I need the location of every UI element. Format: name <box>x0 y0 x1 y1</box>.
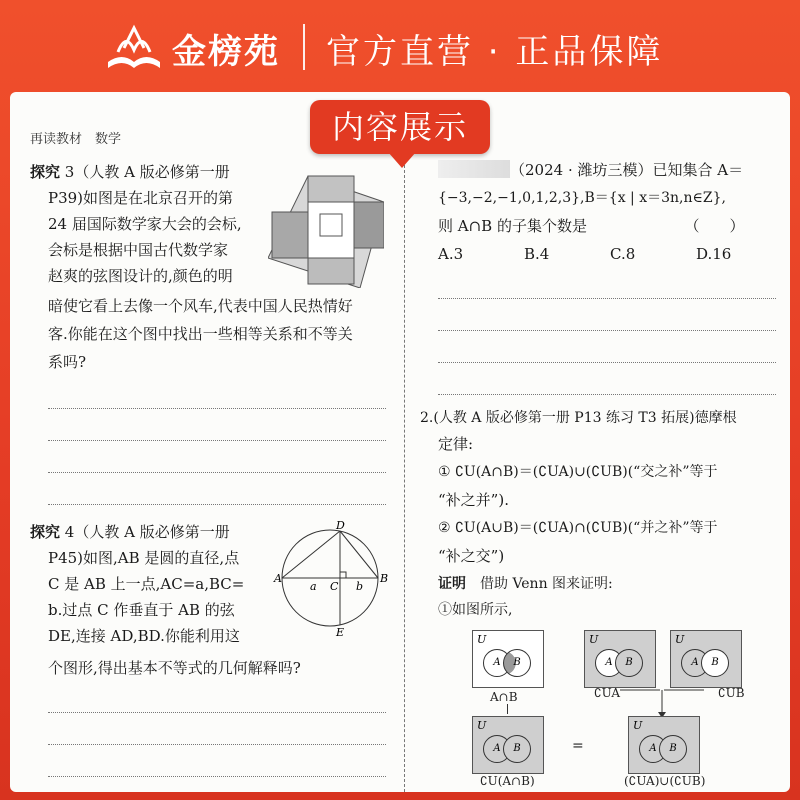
tag-pointer <box>388 152 416 168</box>
label-b-point: B <box>380 572 388 585</box>
label-e-point: E <box>336 626 345 638</box>
obscured-label <box>438 160 510 178</box>
column-separator <box>404 160 405 792</box>
answer-line <box>48 712 386 713</box>
venn-complement-b: U A B <box>670 630 742 688</box>
q3-line-5: 暗使它看上去像一个风车,代表中国人民热情好 <box>48 297 353 315</box>
q3-line-4: 赵爽的弦图设计的,颜色的明 <box>48 267 233 285</box>
label-b-length: b <box>356 580 364 593</box>
slogan: 官方直营 · 正品保障 <box>326 32 664 72</box>
q1-line-0: （2024 · 潍坊三模）已知集合 A＝ <box>510 161 744 179</box>
q2-line-3: “补之并”). <box>438 491 509 509</box>
circle-figure <box>272 520 388 638</box>
q3-line-7: 系吗? <box>48 353 87 371</box>
answer-line <box>48 744 386 745</box>
content-preview-tag: 内容展示 <box>310 100 490 154</box>
answer-line <box>48 472 386 473</box>
equals-sign: = <box>572 738 584 754</box>
q4-line-0: 探究 4（人教 A 版必修第一册 <box>30 523 230 541</box>
arrow-down <box>507 704 508 714</box>
q3-line-0: 探究 3（人教 A 版必修第一册 <box>30 163 230 181</box>
answer-line <box>48 504 386 505</box>
label-intersection: A∩B <box>490 690 518 704</box>
q4-line-5: 个图形,得出基本不等式的几何解释吗? <box>48 659 301 677</box>
q1-choice-d: D.16 <box>696 245 732 263</box>
q2-line-0: 2.(人教 A 版必修第一册 P13 练习 T3 拓展)德摩根 <box>420 410 737 426</box>
q1-choice-c: C.8 <box>610 245 636 263</box>
q2-line-2: ① ∁U(A∩B)＝(∁UA)∪(∁UB)(“交之补”等于 <box>438 464 718 480</box>
q4-line-3: b.过点 C 作垂直于 AB 的弦 <box>48 601 235 619</box>
q3-line-1: P39)如图是在北京召开的第 <box>48 189 234 207</box>
merge-arrows <box>614 686 734 720</box>
answer-line <box>438 330 776 331</box>
label-complement-b: ∁UB <box>718 686 745 700</box>
q1-line-1: {−3,−2,−1,0,1,2,3},B＝{x | x＝3n,n∈Z}, <box>438 190 726 206</box>
answer-line <box>438 362 776 363</box>
venn-intersection: U A B <box>472 630 544 688</box>
step1-line: ①如图所示, <box>438 602 513 618</box>
q2-line-4: ② ∁U(A∪B)＝(∁UA)∩(∁UB)(“并之补”等于 <box>438 520 718 536</box>
answer-line <box>48 776 386 777</box>
book-logo-icon <box>104 22 164 72</box>
label-union-of-complements: (∁UA)∪(∁UB) <box>624 774 706 788</box>
q3-line-3: 会标是根据中国古代数学家 <box>48 241 229 259</box>
venn-complement-a: U A B <box>584 630 656 688</box>
venn-union-of-complements: U A B <box>628 716 700 774</box>
answer-line <box>438 394 776 395</box>
label-d-point: D <box>336 520 345 532</box>
q2-line-5: “补之交”) <box>438 547 505 565</box>
q3-line-2: 24 届国际数学家大会的会标, <box>48 215 242 233</box>
q4-line-2: C 是 AB 上一点,AC=a,BC= <box>48 575 245 593</box>
label-c-point: C <box>330 580 339 593</box>
q1-line-2: 则 A∩B 的子集个数是 （ ） <box>438 217 745 235</box>
q4-line-1: P45)如图,AB 是圆的直径,点 <box>48 549 240 567</box>
q3-line-6: 客.你能在这个图中找出一些相等关系和不等关 <box>48 325 353 343</box>
windmill-figure <box>268 172 384 288</box>
q3-label: 探究 <box>30 163 61 181</box>
brand-name: 金榜苑 <box>172 32 280 72</box>
answer-line <box>48 440 386 441</box>
q1-choice-a: A.3 <box>438 245 464 263</box>
q1-choice-b: B.4 <box>524 245 550 263</box>
label-a-point: A <box>274 572 282 585</box>
label-complement-intersection: ∁U(A∩B) <box>480 774 535 788</box>
label-complement-a: ∁UA <box>594 686 621 700</box>
venn-complement-intersection: U A B <box>472 716 544 774</box>
q4-label: 探究 <box>30 523 61 541</box>
running-head: 再读教材 数学 <box>30 132 122 147</box>
q2-line-1: 定律: <box>438 435 474 453</box>
answer-line <box>438 298 776 299</box>
q4-line-4: DE,连接 AD,BD.你能利用这 <box>48 627 240 645</box>
banner-divider <box>303 24 305 70</box>
answer-line <box>48 408 386 409</box>
brand-banner <box>0 0 800 92</box>
label-a-length: a <box>310 580 317 593</box>
proof-line: 证明 借助 Venn 图来证明: <box>438 576 613 592</box>
proof-label: 证明 <box>438 576 466 592</box>
